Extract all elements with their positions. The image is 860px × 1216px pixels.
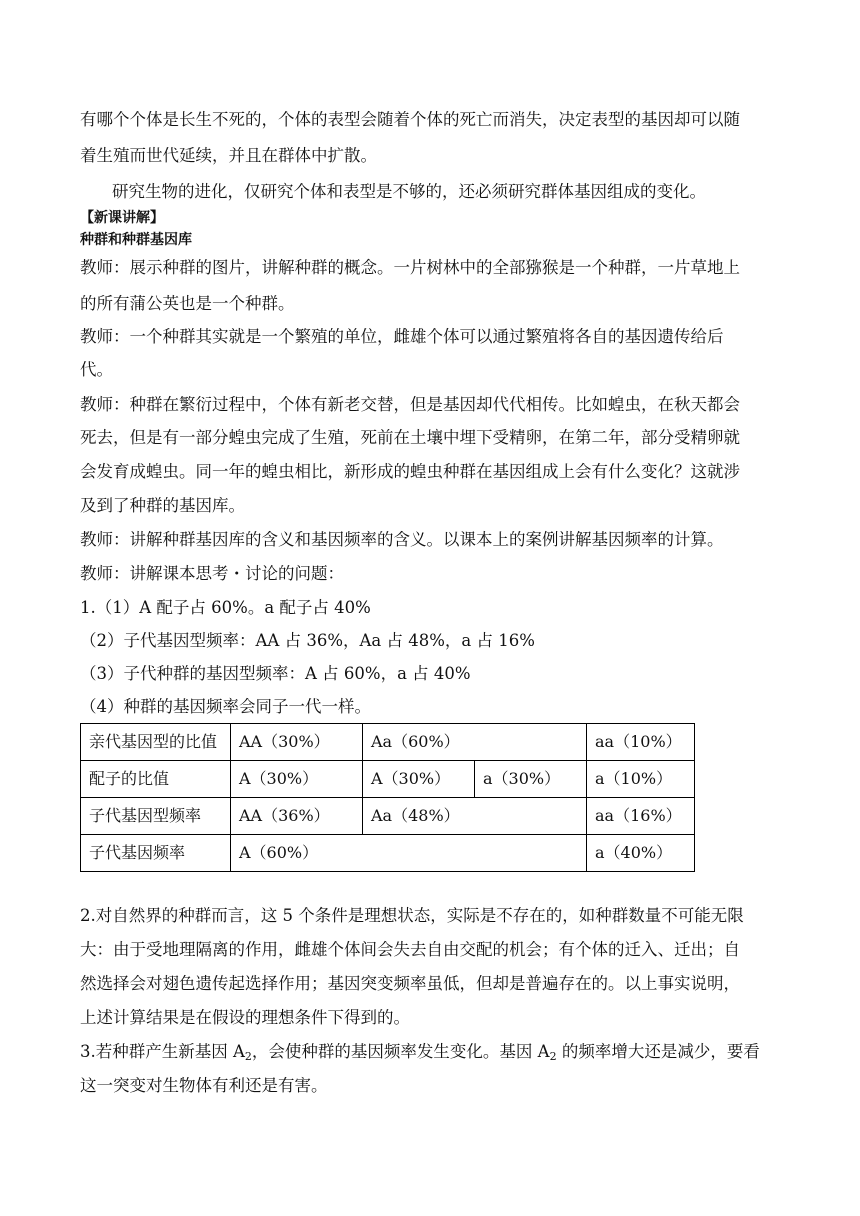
- table-cell: aa（16%）: [587, 798, 695, 835]
- paragraph-line: 代。: [80, 360, 113, 379]
- text-span: 的频率增大还是减少，要看: [556, 1042, 760, 1061]
- paragraph-line: 会发育成蝗虫。同一年的蝗虫相比，新形成的蝗虫种群在基因组成上会有什么变化？这就涉: [80, 462, 740, 481]
- paragraph-line: 教师：展示种群的图片，讲解种群的概念。一片树林中的全部猕猴是一个种群，一片草地上: [80, 258, 740, 277]
- table-row: [81, 724, 695, 761]
- table-cell: A（30%）: [231, 761, 363, 798]
- answer-line: 1.（1）A 配子占 60%。a 配子占 40%: [80, 598, 371, 617]
- paragraph-line: 的所有蒲公英也是一个种群。: [80, 294, 295, 313]
- answer-line: （2）子代基因型频率：AA 占 36%，Aa 占 48%，a 占 16%: [80, 631, 535, 650]
- table-cell: 子代基因频率: [81, 835, 231, 872]
- paragraph-line: 教师：讲解种群基因库的含义和基因频率的含义。以课本上的案例讲解基因频率的计算。: [80, 530, 724, 549]
- answer-line: 这一突变对生物体有利还是有害。: [80, 1076, 328, 1095]
- text-span: ，会使种群的基因频率发生变化。基因 A: [251, 1042, 550, 1061]
- table-row: [81, 798, 695, 835]
- subscript: 2: [549, 1050, 557, 1063]
- section-heading: 【新课讲解】: [80, 210, 164, 226]
- table-cell: 亲代基因型的比值: [81, 724, 231, 761]
- table-cell: aa（10%）: [587, 724, 695, 761]
- table-cell: 配子的比值: [81, 761, 231, 798]
- paragraph-line: 教师：种群在繁衍过程中，个体有新老交替，但是基因却代代相传。比如蝗虫，在秋天都会: [80, 395, 740, 414]
- subsection-heading: 种群和种群基因库: [80, 232, 192, 248]
- answer-line: 然选择会对翅色遗传起选择作用；基因突变频率虽低，但却是普遍存在的。以上事实说明，: [80, 974, 740, 993]
- paragraph-line: 教师：一个种群其实就是一个繁殖的单位，雌雄个体可以通过繁殖将各自的基因遗传给后: [80, 327, 724, 346]
- genotype-frequency-table: [80, 723, 695, 872]
- answer-line: （3）子代种群的基因型频率：A 占 60%，a 占 40%: [80, 664, 471, 683]
- answer-line: 大：由于受地理隔离的作用，雌雄个体间会失去自由交配的机会；有个体的迁入、迁出；自: [80, 940, 740, 959]
- paragraph-line: 研究生物的进化，仅研究个体和表型是不够的，还必须研究群体基因组成的变化。: [112, 182, 706, 201]
- table-cell: Aa（48%）: [363, 798, 587, 835]
- paragraph-line: 及到了种群的基因库。: [80, 496, 245, 515]
- table-cell: a（10%）: [587, 761, 695, 798]
- table-cell: AA（36%）: [231, 798, 363, 835]
- answer-line: （4）种群的基因频率会同子一代一样。: [80, 697, 371, 716]
- table-cell: Aa（60%）: [363, 724, 587, 761]
- paragraph-line: 死去，但是有一部分蝗虫完成了生殖，死前在土壤中埋下受精卵，在第二年，部分受精卵就: [80, 428, 740, 447]
- table-cell: AA（30%）: [231, 724, 363, 761]
- table-row: [81, 761, 695, 798]
- table-cell: 子代基因型频率: [81, 798, 231, 835]
- paragraph-line: 教师：讲解课本思考・讨论的问题：: [80, 564, 344, 583]
- table-cell: A（30%）: [363, 761, 475, 798]
- subscript: 2: [244, 1050, 252, 1063]
- table-cell: a（40%）: [587, 835, 695, 872]
- paragraph-line: 着生殖而世代延续，并且在群体中扩散。: [80, 146, 377, 165]
- table-cell: A（60%）: [231, 835, 587, 872]
- answer-line: [80, 1042, 780, 1062]
- answer-line: 上述计算结果是在假设的理想条件下得到的。: [80, 1008, 410, 1027]
- answer-line: 2.对自然界的种群而言，这 5 个条件是理想状态，实际是不存在的，如种群数量不可能无限: [80, 906, 744, 925]
- paragraph-line: 有哪个个体是长生不死的，个体的表型会随着个体的死亡而消失，决定表型的基因却可以随: [80, 110, 740, 129]
- table-cell: a（30%）: [475, 761, 587, 798]
- table-row: [81, 835, 695, 872]
- text-span: 3.若种群产生新基因 A: [80, 1042, 245, 1061]
